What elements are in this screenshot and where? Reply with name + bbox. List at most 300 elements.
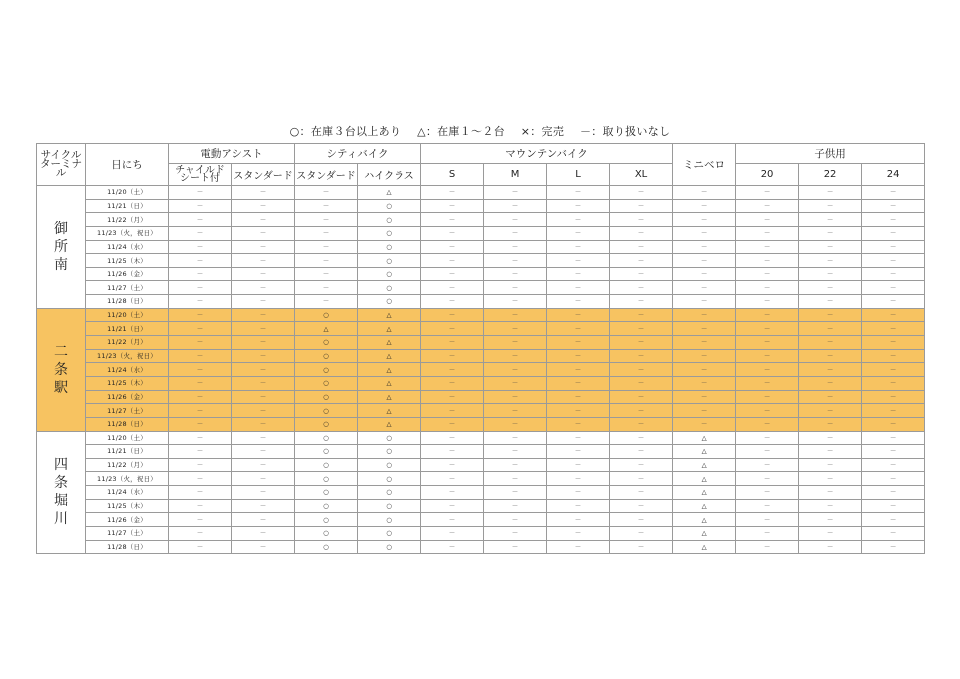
stock-cell: － [736, 417, 799, 431]
stock-cell: － [547, 267, 610, 281]
stock-cell: － [547, 472, 610, 486]
stock-cell: － [673, 226, 736, 240]
date-cell: 11/25（木） [86, 254, 169, 268]
availability-table [36, 143, 925, 554]
stock-cell: － [421, 336, 484, 350]
date-cell: 11/27（土） [86, 281, 169, 295]
stock-cell: △ [358, 349, 421, 363]
stock-cell: － [484, 431, 547, 445]
stock-cell: － [862, 499, 925, 513]
stock-cell: － [484, 417, 547, 431]
stock-cell: － [610, 513, 673, 527]
header-electric-assist: 電動アシスト [169, 144, 295, 164]
stock-cell: － [610, 458, 673, 472]
stock-cell: － [736, 499, 799, 513]
stock-cell: ○ [295, 458, 358, 472]
stock-cell: － [862, 486, 925, 500]
stock-cell: △ [295, 322, 358, 336]
stock-cell: － [547, 281, 610, 295]
terminal-name [37, 186, 86, 309]
availability-body [37, 186, 925, 554]
stock-cell: － [673, 404, 736, 418]
stock-cell: － [610, 186, 673, 200]
stock-cell: － [673, 199, 736, 213]
stock-cell: － [862, 376, 925, 390]
header-date: 日にち [86, 144, 169, 186]
table-row [37, 431, 925, 445]
stock-cell: － [799, 472, 862, 486]
stock-cell: △ [673, 513, 736, 527]
table-row [37, 458, 925, 472]
table-row [37, 499, 925, 513]
stock-cell: － [673, 254, 736, 268]
header-kids-22: 22 [799, 164, 862, 186]
stock-cell: － [484, 486, 547, 500]
stock-cell: ○ [358, 527, 421, 541]
stock-cell: － [484, 308, 547, 322]
table-row [37, 336, 925, 350]
stock-cell: － [547, 322, 610, 336]
stock-cell: － [169, 226, 232, 240]
stock-cell: ○ [295, 417, 358, 431]
stock-cell: － [673, 417, 736, 431]
table-row [37, 404, 925, 418]
stock-cell: － [421, 308, 484, 322]
stock-cell: ○ [295, 363, 358, 377]
stock-cell: － [232, 499, 295, 513]
stock-cell: － [421, 186, 484, 200]
stock-cell: ○ [295, 349, 358, 363]
stock-cell: － [610, 363, 673, 377]
header-mountain-bike: マウンテンバイク [421, 144, 673, 164]
stock-cell: － [736, 486, 799, 500]
table-row [37, 240, 925, 254]
stock-cell: － [547, 213, 610, 227]
stock-cell: △ [358, 404, 421, 418]
table-row [37, 213, 925, 227]
stock-cell: － [169, 240, 232, 254]
stock-cell: － [736, 336, 799, 350]
stock-cell: － [799, 267, 862, 281]
stock-cell: － [484, 186, 547, 200]
stock-cell: ○ [295, 445, 358, 459]
stock-cell: － [862, 199, 925, 213]
legend-item: △：在庫１～２台 [417, 125, 505, 138]
stock-cell: － [484, 213, 547, 227]
stock-cell: － [610, 499, 673, 513]
stock-cell: － [232, 199, 295, 213]
stock-cell: ○ [358, 240, 421, 254]
date-cell: 11/24（水） [86, 486, 169, 500]
table-row [37, 363, 925, 377]
stock-cell: △ [673, 486, 736, 500]
stock-cell: － [232, 431, 295, 445]
stock-cell: － [736, 445, 799, 459]
stock-cell: － [610, 226, 673, 240]
stock-cell: ○ [295, 336, 358, 350]
date-cell: 11/25（木） [86, 499, 169, 513]
stock-cell: － [232, 513, 295, 527]
stock-cell: － [736, 186, 799, 200]
availability-legend [36, 123, 924, 139]
stock-cell: － [547, 390, 610, 404]
stock-cell: － [610, 349, 673, 363]
table-row [37, 199, 925, 213]
stock-cell: － [232, 281, 295, 295]
stock-cell: ○ [295, 527, 358, 541]
stock-cell: － [232, 186, 295, 200]
stock-cell: － [484, 472, 547, 486]
stock-cell: － [547, 431, 610, 445]
stock-cell: － [484, 240, 547, 254]
stock-cell: － [232, 226, 295, 240]
table-row [37, 254, 925, 268]
stock-cell: － [736, 472, 799, 486]
stock-cell: － [862, 390, 925, 404]
stock-cell: － [484, 458, 547, 472]
stock-cell: － [862, 186, 925, 200]
stock-cell: － [673, 267, 736, 281]
table-row [37, 349, 925, 363]
stock-cell: － [862, 445, 925, 459]
stock-cell: － [673, 349, 736, 363]
stock-cell: － [799, 458, 862, 472]
stock-cell: － [610, 322, 673, 336]
stock-cell: △ [358, 390, 421, 404]
header-kids-20: 20 [736, 164, 799, 186]
stock-cell: － [547, 404, 610, 418]
stock-cell: － [736, 295, 799, 309]
stock-cell: ○ [295, 308, 358, 322]
stock-cell: － [295, 199, 358, 213]
stock-cell: － [547, 254, 610, 268]
stock-cell: － [610, 472, 673, 486]
stock-cell: △ [358, 322, 421, 336]
table-row [37, 472, 925, 486]
stock-cell: － [799, 486, 862, 500]
stock-cell: － [862, 417, 925, 431]
table-row [37, 186, 925, 200]
terminal-name-text: 御所南 [54, 220, 68, 273]
stock-cell: － [421, 376, 484, 390]
stock-cell: － [547, 486, 610, 500]
header-highclass: ハイクラス [358, 164, 421, 186]
stock-cell: － [799, 349, 862, 363]
stock-cell: － [232, 267, 295, 281]
stock-cell: － [610, 199, 673, 213]
stock-cell: － [421, 267, 484, 281]
stock-cell: － [799, 527, 862, 541]
stock-cell: － [421, 349, 484, 363]
stock-cell: － [484, 513, 547, 527]
stock-cell: － [232, 213, 295, 227]
stock-cell: － [736, 281, 799, 295]
stock-cell: － [295, 267, 358, 281]
stock-cell: ○ [295, 513, 358, 527]
stock-cell: － [673, 322, 736, 336]
stock-cell: － [673, 363, 736, 377]
stock-cell: － [610, 240, 673, 254]
stock-cell: － [736, 513, 799, 527]
stock-cell: － [799, 513, 862, 527]
date-cell: 11/28（日） [86, 540, 169, 554]
table-row [37, 513, 925, 527]
table-row [37, 295, 925, 309]
stock-cell: △ [358, 336, 421, 350]
table-row [37, 226, 925, 240]
stock-cell: － [169, 431, 232, 445]
stock-cell: － [862, 281, 925, 295]
stock-cell: － [232, 472, 295, 486]
stock-cell: － [169, 513, 232, 527]
stock-cell: － [610, 404, 673, 418]
stock-cell: － [232, 404, 295, 418]
stock-cell: － [799, 240, 862, 254]
stock-cell: ○ [358, 486, 421, 500]
header-electric-standard: スタンダード [232, 164, 295, 186]
stock-cell: ○ [295, 390, 358, 404]
stock-cell: ○ [358, 458, 421, 472]
stock-cell: － [610, 376, 673, 390]
header-size-m: M [484, 164, 547, 186]
date-cell: 11/23（火，祝日） [86, 226, 169, 240]
stock-cell: － [799, 390, 862, 404]
stock-cell: － [421, 431, 484, 445]
stock-cell: － [484, 349, 547, 363]
stock-cell: ○ [358, 267, 421, 281]
stock-cell: ○ [295, 486, 358, 500]
stock-cell: － [421, 499, 484, 513]
stock-cell: － [232, 445, 295, 459]
stock-cell: － [862, 226, 925, 240]
stock-cell: － [421, 199, 484, 213]
date-cell: 11/22（月） [86, 213, 169, 227]
stock-cell: － [547, 308, 610, 322]
stock-cell: － [547, 199, 610, 213]
date-cell: 11/24（水） [86, 240, 169, 254]
stock-cell: － [862, 513, 925, 527]
stock-cell: － [610, 267, 673, 281]
stock-cell: － [862, 322, 925, 336]
stock-cell: ○ [295, 404, 358, 418]
stock-cell: ○ [295, 472, 358, 486]
stock-cell: － [736, 226, 799, 240]
stock-cell: － [295, 281, 358, 295]
stock-cell: － [673, 213, 736, 227]
stock-cell: － [547, 513, 610, 527]
header-kids: 子供用 [736, 144, 925, 164]
stock-cell: ○ [358, 499, 421, 513]
stock-cell: － [295, 240, 358, 254]
date-cell: 11/27（土） [86, 527, 169, 541]
stock-cell: － [862, 308, 925, 322]
stock-cell: － [547, 417, 610, 431]
stock-cell: － [547, 349, 610, 363]
stock-cell: － [547, 445, 610, 459]
table-row [37, 390, 925, 404]
stock-cell: － [610, 417, 673, 431]
stock-cell: － [232, 390, 295, 404]
stock-cell: － [862, 472, 925, 486]
stock-cell: － [421, 295, 484, 309]
stock-cell: － [799, 281, 862, 295]
stock-cell: － [484, 390, 547, 404]
stock-cell: － [862, 240, 925, 254]
stock-cell: － [862, 254, 925, 268]
stock-cell: － [169, 254, 232, 268]
table-row [37, 267, 925, 281]
stock-cell: － [295, 213, 358, 227]
stock-cell: △ [358, 376, 421, 390]
stock-cell: － [484, 295, 547, 309]
legend-item: ×：完売 [520, 125, 565, 138]
stock-cell: － [799, 540, 862, 554]
stock-cell: － [484, 363, 547, 377]
stock-cell: － [169, 281, 232, 295]
stock-cell: － [799, 376, 862, 390]
stock-cell: － [610, 540, 673, 554]
stock-cell: － [799, 186, 862, 200]
stock-cell: － [421, 240, 484, 254]
stock-cell: － [169, 527, 232, 541]
stock-cell: － [484, 322, 547, 336]
date-cell: 11/23（火，祝日） [86, 472, 169, 486]
stock-cell: － [736, 254, 799, 268]
stock-cell: － [610, 295, 673, 309]
stock-cell: － [673, 281, 736, 295]
stock-cell: ○ [358, 295, 421, 309]
stock-cell: － [484, 445, 547, 459]
stock-cell: － [169, 186, 232, 200]
stock-cell: － [169, 390, 232, 404]
date-cell: 11/20（土） [86, 186, 169, 200]
date-cell: 11/28（日） [86, 295, 169, 309]
stock-cell: － [610, 431, 673, 445]
date-cell: 11/21（日） [86, 322, 169, 336]
stock-cell: － [736, 240, 799, 254]
stock-cell: － [421, 404, 484, 418]
header-terminal: サイクル ターミナル [37, 144, 86, 186]
legend-item: －：取り扱いなし [579, 125, 671, 138]
stock-cell: － [736, 322, 799, 336]
stock-cell: － [232, 417, 295, 431]
stock-cell: － [421, 472, 484, 486]
stock-cell: － [736, 363, 799, 377]
header-size-l: L [547, 164, 610, 186]
stock-cell: － [862, 363, 925, 377]
terminal-name-text: 二条駅 [54, 343, 68, 396]
stock-cell: － [736, 431, 799, 445]
stock-cell: － [736, 308, 799, 322]
date-cell: 11/25（木） [86, 376, 169, 390]
date-cell: 11/23（火，祝日） [86, 349, 169, 363]
stock-cell: ○ [358, 472, 421, 486]
stock-cell: － [673, 376, 736, 390]
stock-cell: ○ [295, 376, 358, 390]
stock-cell: － [547, 226, 610, 240]
stock-cell: － [169, 308, 232, 322]
stock-cell: － [862, 527, 925, 541]
stock-cell: － [736, 199, 799, 213]
stock-cell: － [169, 363, 232, 377]
stock-cell: － [547, 240, 610, 254]
stock-cell: － [799, 295, 862, 309]
stock-cell: ○ [295, 540, 358, 554]
table-row [37, 445, 925, 459]
stock-cell: － [169, 499, 232, 513]
stock-cell: － [547, 458, 610, 472]
stock-cell: △ [673, 540, 736, 554]
stock-cell: － [232, 295, 295, 309]
stock-cell: △ [673, 431, 736, 445]
stock-cell: － [799, 499, 862, 513]
stock-cell: － [610, 336, 673, 350]
stock-cell: － [862, 349, 925, 363]
stock-cell: － [295, 295, 358, 309]
stock-cell: ○ [358, 254, 421, 268]
stock-cell: － [673, 336, 736, 350]
stock-cell: － [799, 213, 862, 227]
stock-cell: － [484, 540, 547, 554]
stock-cell: － [736, 540, 799, 554]
stock-cell: － [169, 213, 232, 227]
stock-cell: △ [358, 186, 421, 200]
date-cell: 11/22（月） [86, 336, 169, 350]
header-size-s: S [421, 164, 484, 186]
stock-cell: － [421, 363, 484, 377]
stock-cell: － [169, 199, 232, 213]
date-cell: 11/20（土） [86, 308, 169, 322]
stock-cell: － [484, 527, 547, 541]
stock-cell: － [421, 540, 484, 554]
stock-cell: ○ [358, 431, 421, 445]
stock-cell: － [169, 322, 232, 336]
date-cell: 11/24（水） [86, 363, 169, 377]
table-row [37, 540, 925, 554]
stock-cell: － [232, 336, 295, 350]
stock-cell: － [232, 376, 295, 390]
stock-cell: － [799, 404, 862, 418]
stock-cell: ○ [358, 281, 421, 295]
stock-cell: － [547, 363, 610, 377]
stock-cell: － [862, 295, 925, 309]
stock-cell: ○ [358, 540, 421, 554]
header-city-bike: シティバイク [295, 144, 421, 164]
stock-cell: ○ [358, 445, 421, 459]
table-row [37, 417, 925, 431]
table-row [37, 527, 925, 541]
stock-cell: － [421, 513, 484, 527]
stock-cell: － [736, 458, 799, 472]
date-cell: 11/27（土） [86, 404, 169, 418]
stock-cell: － [736, 349, 799, 363]
date-cell: 11/21（日） [86, 199, 169, 213]
date-cell: 11/26（金） [86, 513, 169, 527]
stock-cell: － [547, 540, 610, 554]
stock-cell: － [169, 472, 232, 486]
stock-cell: － [610, 527, 673, 541]
stock-cell: － [610, 254, 673, 268]
stock-cell: － [610, 281, 673, 295]
stock-cell: △ [673, 472, 736, 486]
stock-cell: － [169, 540, 232, 554]
stock-cell: － [799, 254, 862, 268]
stock-cell: △ [673, 445, 736, 459]
stock-cell: － [421, 254, 484, 268]
stock-cell: － [799, 336, 862, 350]
table-row [37, 281, 925, 295]
date-cell: 11/28（日） [86, 417, 169, 431]
